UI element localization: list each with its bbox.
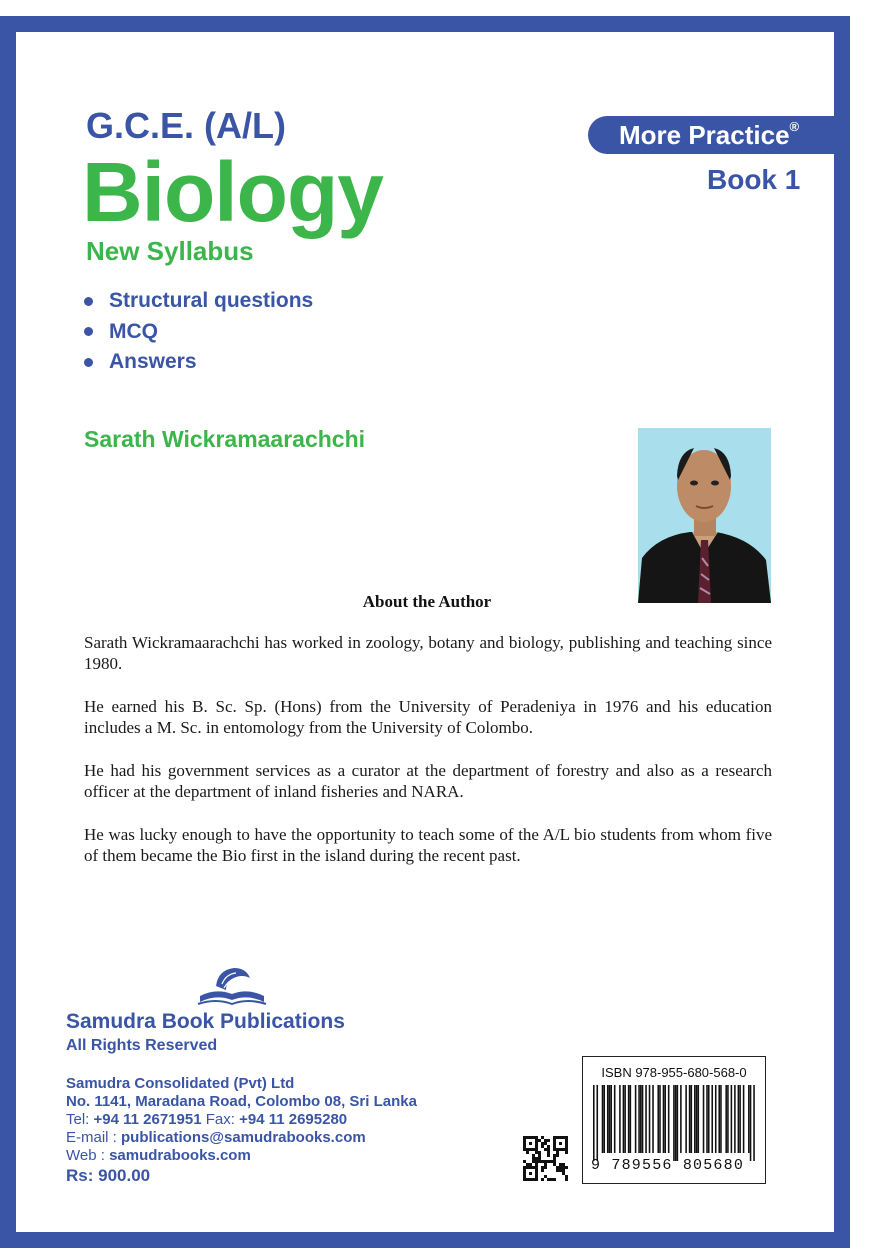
bio-paragraph: Sarath Wickramaarachchi has worked in zoology, botany and biology, publishing and teaching since 1980. [84,633,772,673]
email-line: E-mail : publications@samudrabooks.com [66,1129,366,1146]
rights-notice: All Rights Reserved [66,1037,218,1054]
bio-paragraph: He was lucky enough to have the opportunity to teach some of the A/L bio students from whom five of them became the Bio first in the island during the recent past. [84,825,772,865]
bio-paragraph: He earned his B. Sc. Sp. (Hons) from the University of Peradeniya in 1976 and his education includes a M. Sc. in entomology from the University of Colombo. [84,697,772,737]
web-link[interactable]: samudrabooks.com [109,1147,251,1164]
web-line: Web : samudrabooks.com [66,1147,251,1164]
isbn-barcode-box [582,1056,766,1184]
price: Rs: 900.00 [66,1166,151,1185]
author-portrait-icon [638,428,771,603]
feature-list [82,286,313,378]
author-bio [84,632,772,888]
series-badge: More Practice® [588,116,850,154]
list-item: MCQ [82,317,313,348]
company-name: Samudra Consolidated (Pvt) Ltd [66,1075,295,1092]
subject-title: Biology [82,145,383,239]
list-item: Answers [82,347,313,378]
list-item: Structural questions [82,286,313,317]
bullet-icon [84,327,93,336]
book-number: Book 1 [707,164,801,195]
author-photo [638,428,771,603]
qr-code-icon [523,1136,568,1181]
barcode-digits: 9 789556 805680 [591,1157,745,1174]
bio-paragraph: He had his government services as a curator at the department of forestry and also as a research officer at the department of inland fisheries and NARA. [84,761,772,801]
registered-mark: ® [789,119,800,134]
email-link[interactable]: publications@samudrabooks.com [121,1129,366,1146]
bullet-icon [84,358,93,367]
bullet-icon [84,297,93,306]
author-name: Sarath Wickramaarachchi [84,426,366,452]
phone-line: Tel: +94 11 2671951 Fax: +94 11 2695280 [66,1111,348,1128]
publisher-name: Samudra Book Publications [66,1010,345,1033]
syllabus-label: New Syllabus [86,236,254,266]
barcode-icon [593,1085,755,1161]
isbn-label: ISBN 978-955-680-568-0 [601,1065,747,1080]
address: No. 1141, Maradana Road, Colombo 08, Sri Lanka [66,1093,417,1110]
publisher-contact [66,1075,417,1165]
publisher-logo-icon [196,964,268,1008]
about-heading: About the Author [362,592,492,611]
exam-title: G.C.E. (A/L) [86,105,286,146]
